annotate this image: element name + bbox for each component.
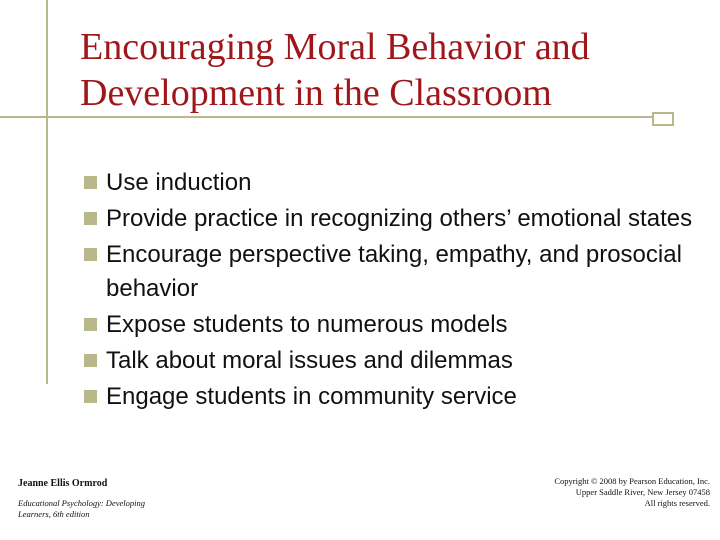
title-line-2: Development in the Classroom [80, 72, 552, 114]
slide-title [80, 24, 690, 116]
bullet-square-icon [84, 390, 97, 403]
title-line-1: Encouraging Moral Behavior and [80, 26, 590, 68]
bullet-item [84, 238, 694, 306]
footer-author: Jeanne Ellis Ormrod [18, 478, 108, 489]
bullet-item [84, 308, 694, 342]
bullet-square-icon [84, 318, 97, 331]
footer-book: Educational Psychology: Developing Learners, 6th edition [18, 498, 145, 519]
bullet-text: Engage students in community service [106, 383, 517, 410]
bullet-text: Talk about moral issues and dilemmas [106, 347, 513, 374]
footer-right [470, 476, 710, 509]
bullet-list [84, 166, 694, 416]
horizontal-accent-line [0, 116, 660, 118]
copyright-line-3: All rights reserved. [644, 498, 710, 508]
bullet-square-icon [84, 212, 97, 225]
bullet-square-icon [84, 354, 97, 367]
bullet-square-icon [84, 248, 97, 261]
footer-left [18, 478, 218, 520]
copyright-line-1: Copyright © 2008 by Pearson Education, Inc. [554, 476, 710, 486]
bullet-text: Provide practice in recognizing others’ emotional states [106, 205, 693, 232]
vertical-accent-line [46, 0, 48, 384]
copyright-line-2: Upper Saddle River, New Jersey 07458 [575, 487, 710, 497]
bullet-item [84, 380, 694, 414]
bullet-text: Encourage perspective taking, empathy, and prosocial behavior [106, 241, 682, 302]
bullet-text: Use induction [106, 169, 252, 196]
bullet-item [84, 166, 694, 200]
bullet-square-icon [84, 176, 97, 189]
bullet-item [84, 344, 694, 378]
bullet-text: Expose students to numerous models [106, 311, 508, 338]
bullet-item [84, 202, 694, 236]
